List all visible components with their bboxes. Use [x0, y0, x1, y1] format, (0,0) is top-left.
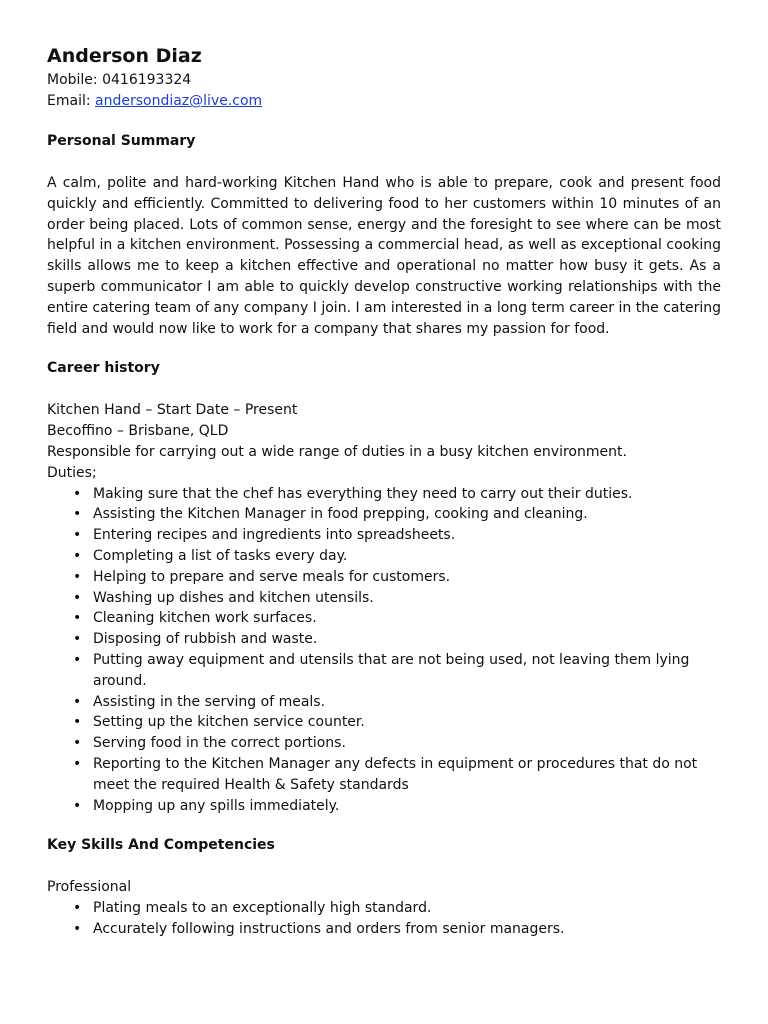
mobile-line [47, 70, 721, 91]
bullet-icon: • [73, 693, 82, 710]
key-skills-block [47, 877, 721, 939]
list-item-text: Entering recipes and ingredients into spreadsheets. [93, 527, 456, 544]
list-item-text: Disposing of rubbish and waste. [93, 631, 318, 648]
bullet-icon: • [73, 920, 82, 937]
bullet-icon: • [73, 568, 82, 585]
bullet-icon: • [73, 506, 82, 523]
list-item-text: Cleaning kitchen work surfaces. [93, 610, 317, 627]
list-item-text: Assisting the Kitchen Manager in food prepping, cooking and cleaning. [93, 506, 588, 523]
list-item-text: Making sure that the chef has everything they need to carry out their duties. [93, 485, 633, 502]
bullet-icon: • [73, 485, 82, 502]
personal-summary-text: A calm, polite and hard-working Kitchen Hand who is able to prepare, cook and present food quickly and efficiently. Committed to delivering food to her customers within 10 minutes of an order being placed. Lots of common sense, energy and the foresight to see where can be most helpful in a kitchen environment. Possessing a commercial head, as well as exceptional cooking skills allows me to keep a kitchen effective and operational no matter how busy it gets. As a superb communicator I am able to quickly develop constructive working relationships with the entire catering team of any company I join. I am interested in a long term career in the catering field and would now like to work for a company that shares my passion for food. [47, 175, 721, 337]
list-item-text: Putting away equipment and utensils that are not being used, not leaving them lying around. [93, 651, 690, 689]
list-item-text: Setting up the kitchen service counter. [93, 714, 365, 731]
list-item [47, 692, 721, 713]
list-item-text: Completing a list of tasks every day. [93, 547, 348, 564]
list-item [47, 754, 721, 796]
list-item-text: Mopping up any spills immediately. [93, 797, 340, 814]
list-item [47, 484, 721, 505]
email-link[interactable]: andersondiaz@live.com [95, 93, 263, 109]
bullet-icon: • [73, 735, 82, 752]
bullet-icon: • [73, 651, 82, 668]
mobile-value: 0416193324 [102, 72, 192, 88]
email-label: Email: [47, 93, 91, 109]
bullet-icon: • [73, 797, 82, 814]
professional-label: Professional [47, 879, 132, 896]
job-role: Kitchen Hand – Start Date – Present [47, 402, 298, 419]
list-item [47, 898, 721, 919]
bullet-icon: • [73, 610, 82, 627]
list-item [47, 546, 721, 567]
bullet-icon: • [73, 755, 82, 772]
personal-summary-heading: Personal Summary [47, 133, 196, 149]
duties-label: Duties; [47, 464, 97, 481]
bullet-icon: • [73, 547, 82, 564]
career-history-heading: Career history [47, 360, 160, 377]
bullet-icon: • [73, 900, 82, 917]
list-item [47, 712, 721, 733]
bullet-icon: • [73, 714, 82, 731]
email-line [47, 91, 721, 112]
list-item [47, 796, 721, 817]
list-item-text: Assisting in the serving of meals. [93, 693, 326, 710]
list-item [47, 629, 721, 650]
list-item-text: Accurately following instructions and orders from senior managers. [93, 920, 565, 937]
key-skills-heading: Key Skills And Competencies [47, 837, 275, 854]
list-item-text: Washing up dishes and kitchen utensils. [93, 589, 374, 606]
list-item-text: Serving food in the correct portions. [93, 735, 346, 752]
job-responsibility: Responsible for carrying out a wide range of duties in a busy kitchen environment. [47, 443, 627, 460]
candidate-name: Anderson Diaz [47, 45, 202, 67]
list-item [47, 525, 721, 546]
bullet-icon: • [73, 527, 82, 544]
list-item-text: Plating meals to an exceptionally high standard. [93, 900, 432, 917]
list-item [47, 567, 721, 588]
bullet-icon: • [73, 589, 82, 606]
duties-list [47, 484, 721, 817]
list-item [47, 650, 721, 692]
mobile-label: Mobile: [47, 72, 98, 88]
career-entry [47, 400, 721, 816]
job-employer: Becoffino – Brisbane, QLD [47, 423, 229, 440]
list-item [47, 504, 721, 525]
list-item [47, 588, 721, 609]
list-item-text: Helping to prepare and serve meals for customers. [93, 568, 451, 585]
list-item [47, 733, 721, 754]
list-item [47, 608, 721, 629]
list-item-text: Reporting to the Kitchen Manager any defects in equipment or procedures that do not meet the required Health & Safety standards [93, 755, 698, 793]
bullet-icon: • [73, 631, 82, 648]
list-item [47, 919, 721, 940]
professional-skills-list [47, 898, 721, 940]
